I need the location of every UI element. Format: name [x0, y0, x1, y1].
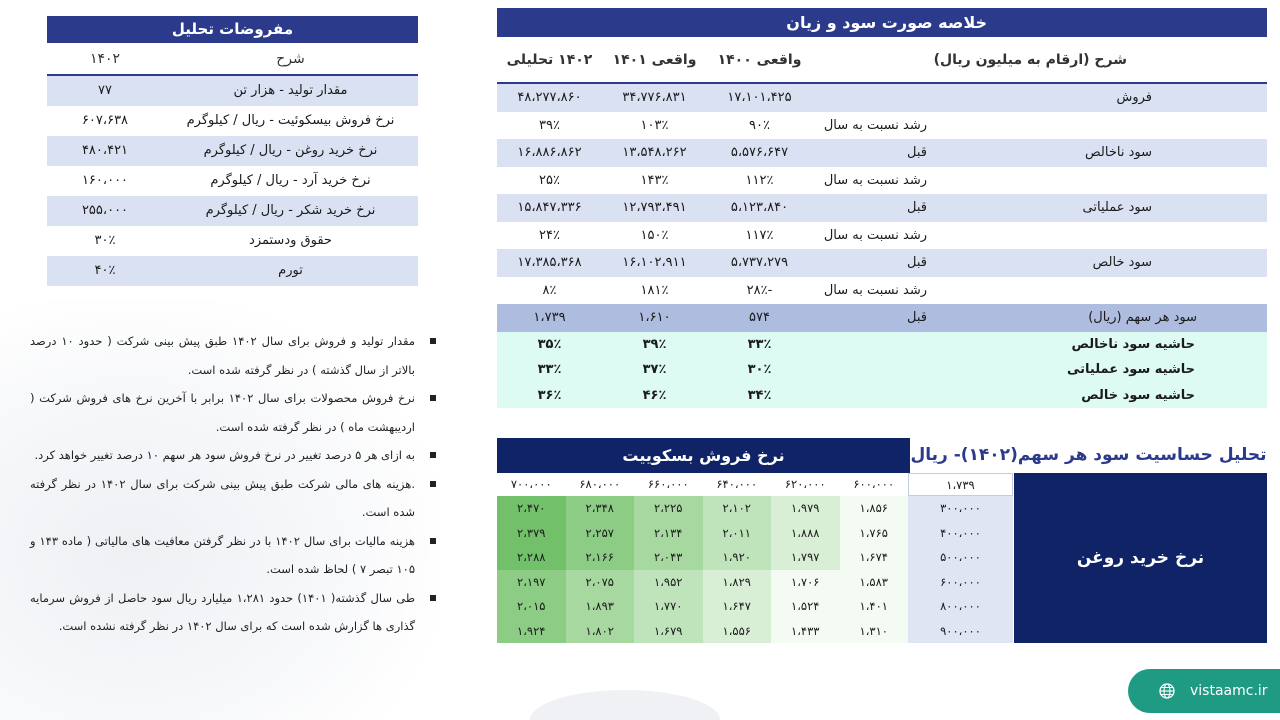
- pl-value-1400: ۵،۷۳۷،۲۷۹: [730, 255, 789, 270]
- note-text: به ازای هر ۵ درصد تغییر در نرخ فروش سود هر سهم ۱۰ درصد تغییر خواهد کرد.: [34, 448, 415, 462]
- pl-value-1402: ۱۶،۸۸۶،۸۶۲: [517, 145, 582, 160]
- pl-row-desc: سود ناخالص: [1085, 145, 1152, 160]
- assumption-desc: نرخ فروش بیسکوئیت - ریال / کیلوگرم: [186, 113, 395, 128]
- pl-header-1401: واقعی ۱۴۰۱: [612, 52, 697, 68]
- sensitivity-cell: ۲،۲۵۷: [566, 521, 635, 546]
- bullet-icon: [430, 452, 436, 458]
- sensitivity-cell: ۲،۱۶۶: [566, 545, 635, 570]
- pl-value-1400: ۳۴٪: [747, 387, 772, 403]
- note-text: هزینه مالیات برای سال ۱۴۰۲ با در نظر گرفتن معافیت های مالیاتی ( ماده ۱۴۳ و ۱۰۵ تبصر ۷ ) لحاظ شده است.: [30, 533, 415, 576]
- sensitivity-grid: [497, 473, 1013, 643]
- bullet-icon: [430, 481, 436, 487]
- pl-value-1401: ۱۸۱٪: [640, 282, 669, 298]
- sensitivity-cell: ۲،۰۱۵: [497, 594, 566, 619]
- sensitivity-cell: ۲،۴۷۰: [497, 496, 566, 521]
- assumption-desc: نرخ خرید روغن - ریال / کیلوگرم: [203, 143, 378, 158]
- pl-row-desc: حاشیه سود خالص: [1081, 387, 1195, 403]
- sensitivity-cell: ۱،۷۹۷: [771, 545, 840, 570]
- sensitivity-row: [497, 545, 1013, 570]
- pl-row: [497, 249, 1267, 277]
- sensitivity-column-axis-title: نرخ فروش بسکوییت: [497, 438, 910, 473]
- sensitivity-cell: ۱،۹۷۹: [771, 496, 840, 521]
- assumption-desc: نرخ خرید آرد - ریال / کیلوگرم: [210, 173, 371, 188]
- sensitivity-cell: ۱،۶۷۹: [634, 619, 703, 644]
- sensitivity-cell: ۱،۸۰۲: [566, 619, 635, 644]
- sensitivity-column-label: ۶۰۰،۰۰۰: [853, 477, 895, 491]
- sensitivity-row-label: ۳۰۰،۰۰۰: [908, 496, 1013, 521]
- sensitivity-cell: ۱،۷۶۵: [840, 521, 909, 546]
- pl-row-desc: فروش: [1116, 90, 1152, 105]
- pl-value-1400: ۱۷،۱۰۱،۴۲۵: [727, 90, 792, 105]
- pl-value-1402: ۲۴٪: [539, 227, 560, 243]
- pl-value-1401: ۳۷٪: [642, 362, 667, 377]
- assumption-row: [47, 136, 418, 166]
- assumption-row: [47, 196, 418, 226]
- sensitivity-cell: ۱،۹۵۲: [634, 570, 703, 595]
- sensitivity-row: [497, 496, 1013, 521]
- bullet-icon: [430, 395, 436, 401]
- note-item: [30, 441, 440, 470]
- assumption-desc: حقوق ودستمزد: [249, 233, 332, 248]
- sensitivity-cell: ۱،۶۷۴: [840, 545, 909, 570]
- sensitivity-cell: ۲،۳۴۸: [566, 496, 635, 521]
- assumption-desc: نرخ خرید شکر - ریال / کیلوگرم: [205, 203, 376, 218]
- pl-value-1400: ۵۷۴: [749, 310, 770, 325]
- assumptions-header: [47, 43, 418, 76]
- pl-value-1400: ۹۰٪: [749, 117, 770, 133]
- assumption-value: ۴۸۰،۴۲۱: [81, 143, 129, 158]
- pl-value-1400: ۳۳٪: [747, 336, 772, 352]
- sensitivity-cell: ۲،۰۱۱: [703, 521, 772, 546]
- sensitivity-cell: ۱،۷۷۰: [634, 594, 703, 619]
- pl-row-desc: رشد نسبت به سال قبل: [823, 227, 927, 270]
- assumption-value: ۲۵۵،۰۰۰: [81, 203, 129, 218]
- sensitivity-cell: ۲،۱۹۷: [497, 570, 566, 595]
- assumption-value: ۳۰٪: [94, 233, 116, 248]
- note-text: مقدار تولید و فروش برای سال ۱۴۰۲ طبق پیش بینی شرکت ( حدود ۱۰ درصد بالاتر از سال گذشته ) در نظر گرفته شده است.: [30, 334, 415, 377]
- pl-header: [497, 37, 1267, 84]
- pl-row-desc: سود عملیاتی: [1082, 200, 1152, 215]
- bullet-icon: [430, 595, 436, 601]
- pl-value-1400: ۵،۵۷۶،۶۴۷: [730, 145, 789, 160]
- sensitivity-cell: ۱،۹۲۴: [497, 619, 566, 644]
- sensitivity-cell: ۱،۹۲۰: [703, 545, 772, 570]
- assumptions-table: [47, 16, 418, 286]
- pl-value-1400: ۱۱۷٪: [745, 227, 774, 243]
- pl-summary-table: [497, 8, 1267, 408]
- pl-value-1400: ۳۰٪: [747, 362, 772, 377]
- assumption-row: [47, 106, 418, 136]
- pl-value-1401: ۱۰۳٪: [640, 117, 669, 133]
- pl-value-1402: ۱،۷۳۹: [533, 310, 566, 325]
- assumptions-header-desc: شرح: [276, 51, 305, 67]
- background-decoration-bottom: [530, 690, 720, 720]
- assumption-desc: مقدار تولید - هزار تن: [233, 83, 348, 98]
- pl-row: [497, 357, 1267, 383]
- note-text: طی سال گذشته( ۱۴۰۱) حدود ۱،۲۸۱ میلیارد ریال سود حاصل از فروش سرمایه گذاری ها گزارش شده است که برای سال ۱۴۰۲ در نظر گرفته نشده است.: [30, 590, 415, 633]
- sensitivity-cell: ۱،۸۹۳: [566, 594, 635, 619]
- note-item: [30, 527, 440, 584]
- sensitivity-cell: ۲،۳۷۹: [497, 521, 566, 546]
- pl-header-1400: واقعی ۱۴۰۰: [717, 52, 802, 68]
- pl-value-1402: ۴۸،۲۷۷،۸۶۰: [517, 90, 582, 105]
- pl-value-1401: ۳۴،۷۷۶،۸۳۱: [622, 90, 687, 105]
- sensitivity-row: [497, 594, 1013, 619]
- pl-value-1401: ۱۳،۵۴۸،۲۶۲: [622, 145, 687, 160]
- pl-value-1401: ۱۵۰٪: [640, 227, 669, 243]
- pl-header-desc: شرح (ارقام به میلیون ریال): [933, 52, 1127, 68]
- sensitivity-cell: ۲،۱۰۲: [703, 496, 772, 521]
- sensitivity-cell: ۱،۵۵۶: [703, 619, 772, 644]
- note-item: [30, 327, 440, 384]
- sensitivity-cell: ۱،۵۸۳: [840, 570, 909, 595]
- sensitivity-cell: ۲،۲۲۵: [634, 496, 703, 521]
- sensitivity-cell: ۱،۵۲۴: [771, 594, 840, 619]
- pl-value-1401: ۱۲،۷۹۳،۴۹۱: [622, 200, 687, 215]
- sensitivity-cell: ۲،۱۳۴: [634, 521, 703, 546]
- bullet-icon: [430, 538, 436, 544]
- assumptions-header-year: ۱۴۰۲: [89, 51, 121, 67]
- pl-header-1402: ۱۴۰۲ تحلیلی: [506, 52, 593, 68]
- pl-value-1402: ۳۹٪: [539, 117, 560, 133]
- sensitivity-column-label: ۶۶۰،۰۰۰: [647, 477, 689, 491]
- website-badge[interactable]: [1128, 669, 1280, 713]
- pl-row-desc: حاشیه سود عملیاتی: [1066, 362, 1195, 377]
- sensitivity-cell: ۱،۷۰۶: [771, 570, 840, 595]
- pl-value-1402: ۸٪: [542, 282, 557, 298]
- sensitivity-row-axis-title: نرخ خرید روغن: [1014, 473, 1267, 643]
- sensitivity-cell: ۱،۸۵۶: [840, 496, 909, 521]
- assumption-value: ۶۰۷،۶۳۸: [81, 113, 129, 128]
- assumption-value: ۴۰٪: [94, 263, 116, 278]
- pl-title: خلاصه صورت سود و زیان: [497, 8, 1267, 37]
- sensitivity-row-label: ۴۰۰،۰۰۰: [908, 521, 1013, 546]
- pl-value-1401: ۱۴۳٪: [640, 172, 669, 188]
- pl-value-1402: ۱۷،۳۸۵،۳۶۸: [517, 255, 582, 270]
- sensitivity-row-label: ۵۰۰،۰۰۰: [908, 545, 1013, 570]
- sensitivity-column-label: ۶۸۰،۰۰۰: [579, 477, 621, 491]
- sensitivity-cell: ۱،۴۳۳: [771, 619, 840, 644]
- pl-row-desc: رشد نسبت به سال قبل: [823, 282, 927, 325]
- sensitivity-base-value: ۱،۷۳۹: [908, 473, 1013, 496]
- pl-value-1400: ۱۱۲٪: [745, 172, 774, 188]
- note-text: نرخ فروش محصولات برای سال ۱۴۰۲ برابر با آخرین نرخ های فروش شرکت ( اردیبهشت ماه ) در نظر گرفته شده است.: [30, 391, 415, 434]
- pl-row: [497, 332, 1267, 358]
- pl-value-1400: -۲۸٪: [746, 282, 773, 298]
- note-item: [30, 470, 440, 527]
- pl-row: [497, 383, 1267, 409]
- sensitivity-title: تحلیل حساسیت سود هر سهم(۱۴۰۲)- ریال: [910, 438, 1267, 473]
- notes-list: [30, 327, 440, 641]
- pl-value-1401: ۱،۶۱۰: [638, 310, 671, 325]
- website-label[interactable]: vistaamc.ir: [1190, 683, 1268, 699]
- pl-value-1402: ۳۶٪: [537, 387, 562, 403]
- pl-value-1401: ۳۹٪: [642, 336, 667, 352]
- sensitivity-cell: ۱،۳۱۰: [840, 619, 909, 644]
- pl-row-desc: سود خالص: [1092, 255, 1152, 270]
- sensitivity-cell: ۱،۸۸۸: [771, 521, 840, 546]
- sensitivity-cell: ۲،۰۴۳: [634, 545, 703, 570]
- globe-icon: [1159, 683, 1175, 699]
- sensitivity-cell: ۱،۸۲۹: [703, 570, 772, 595]
- sensitivity-row: [497, 619, 1013, 644]
- pl-value-1400: ۵،۱۲۳،۸۴۰: [730, 200, 789, 215]
- pl-row-desc: سود هر سهم (ریال): [1088, 310, 1197, 325]
- pl-row: [497, 304, 1267, 332]
- sensitivity-column-label: ۶۲۰،۰۰۰: [784, 477, 826, 491]
- sensitivity-header-row: [497, 473, 1013, 496]
- pl-row: [497, 194, 1267, 222]
- sensitivity-row-label: ۹۰۰،۰۰۰: [908, 619, 1013, 644]
- assumptions-title: مفروضات تحلیل: [47, 16, 418, 43]
- assumption-row: [47, 256, 418, 286]
- sensitivity-row: [497, 570, 1013, 595]
- assumption-value: ۱۶۰،۰۰۰: [81, 173, 129, 188]
- pl-row-desc: رشد نسبت به سال قبل: [823, 117, 927, 160]
- pl-value-1401: ۱۶،۱۰۲،۹۱۱: [622, 255, 687, 270]
- note-item: [30, 384, 440, 441]
- sensitivity-cell: ۱،۶۴۷: [703, 594, 772, 619]
- assumption-desc: تورم: [278, 263, 303, 278]
- assumption-row: [47, 76, 418, 106]
- sensitivity-cell: ۱،۴۰۱: [840, 594, 909, 619]
- note-text: .هزینه های مالی شرکت طبق پیش بینی شرکت برای سال ۱۴۰۲ در نظر گرفته شده است.: [30, 476, 415, 519]
- bullet-icon: [430, 338, 436, 344]
- pl-value-1402: ۳۵٪: [537, 336, 562, 352]
- sensitivity-row-label: ۶۰۰،۰۰۰: [908, 570, 1013, 595]
- pl-row-desc: رشد نسبت به سال قبل: [823, 172, 927, 215]
- pl-value-1402: ۱۵،۸۴۷،۳۳۶: [517, 200, 582, 215]
- sensitivity-row-label: ۸۰۰،۰۰۰: [908, 594, 1013, 619]
- pl-row: [497, 139, 1267, 167]
- sensitivity-cell: ۲،۲۸۸: [497, 545, 566, 570]
- sensitivity-column-label: ۷۰۰،۰۰۰: [510, 477, 552, 491]
- sensitivity-column-label: ۶۴۰،۰۰۰: [716, 477, 758, 491]
- pl-value-1402: ۳۳٪: [537, 362, 562, 377]
- assumption-row: [47, 226, 418, 256]
- sensitivity-row: [497, 521, 1013, 546]
- note-item: [30, 584, 440, 641]
- pl-row-desc: حاشیه سود ناخالص: [1071, 336, 1195, 352]
- sensitivity-cell: ۲،۰۷۵: [566, 570, 635, 595]
- pl-value-1401: ۴۶٪: [642, 387, 667, 403]
- assumption-value: ۷۷: [98, 83, 112, 98]
- pl-value-1402: ۲۵٪: [539, 172, 560, 188]
- pl-row: [497, 84, 1267, 112]
- assumption-row: [47, 166, 418, 196]
